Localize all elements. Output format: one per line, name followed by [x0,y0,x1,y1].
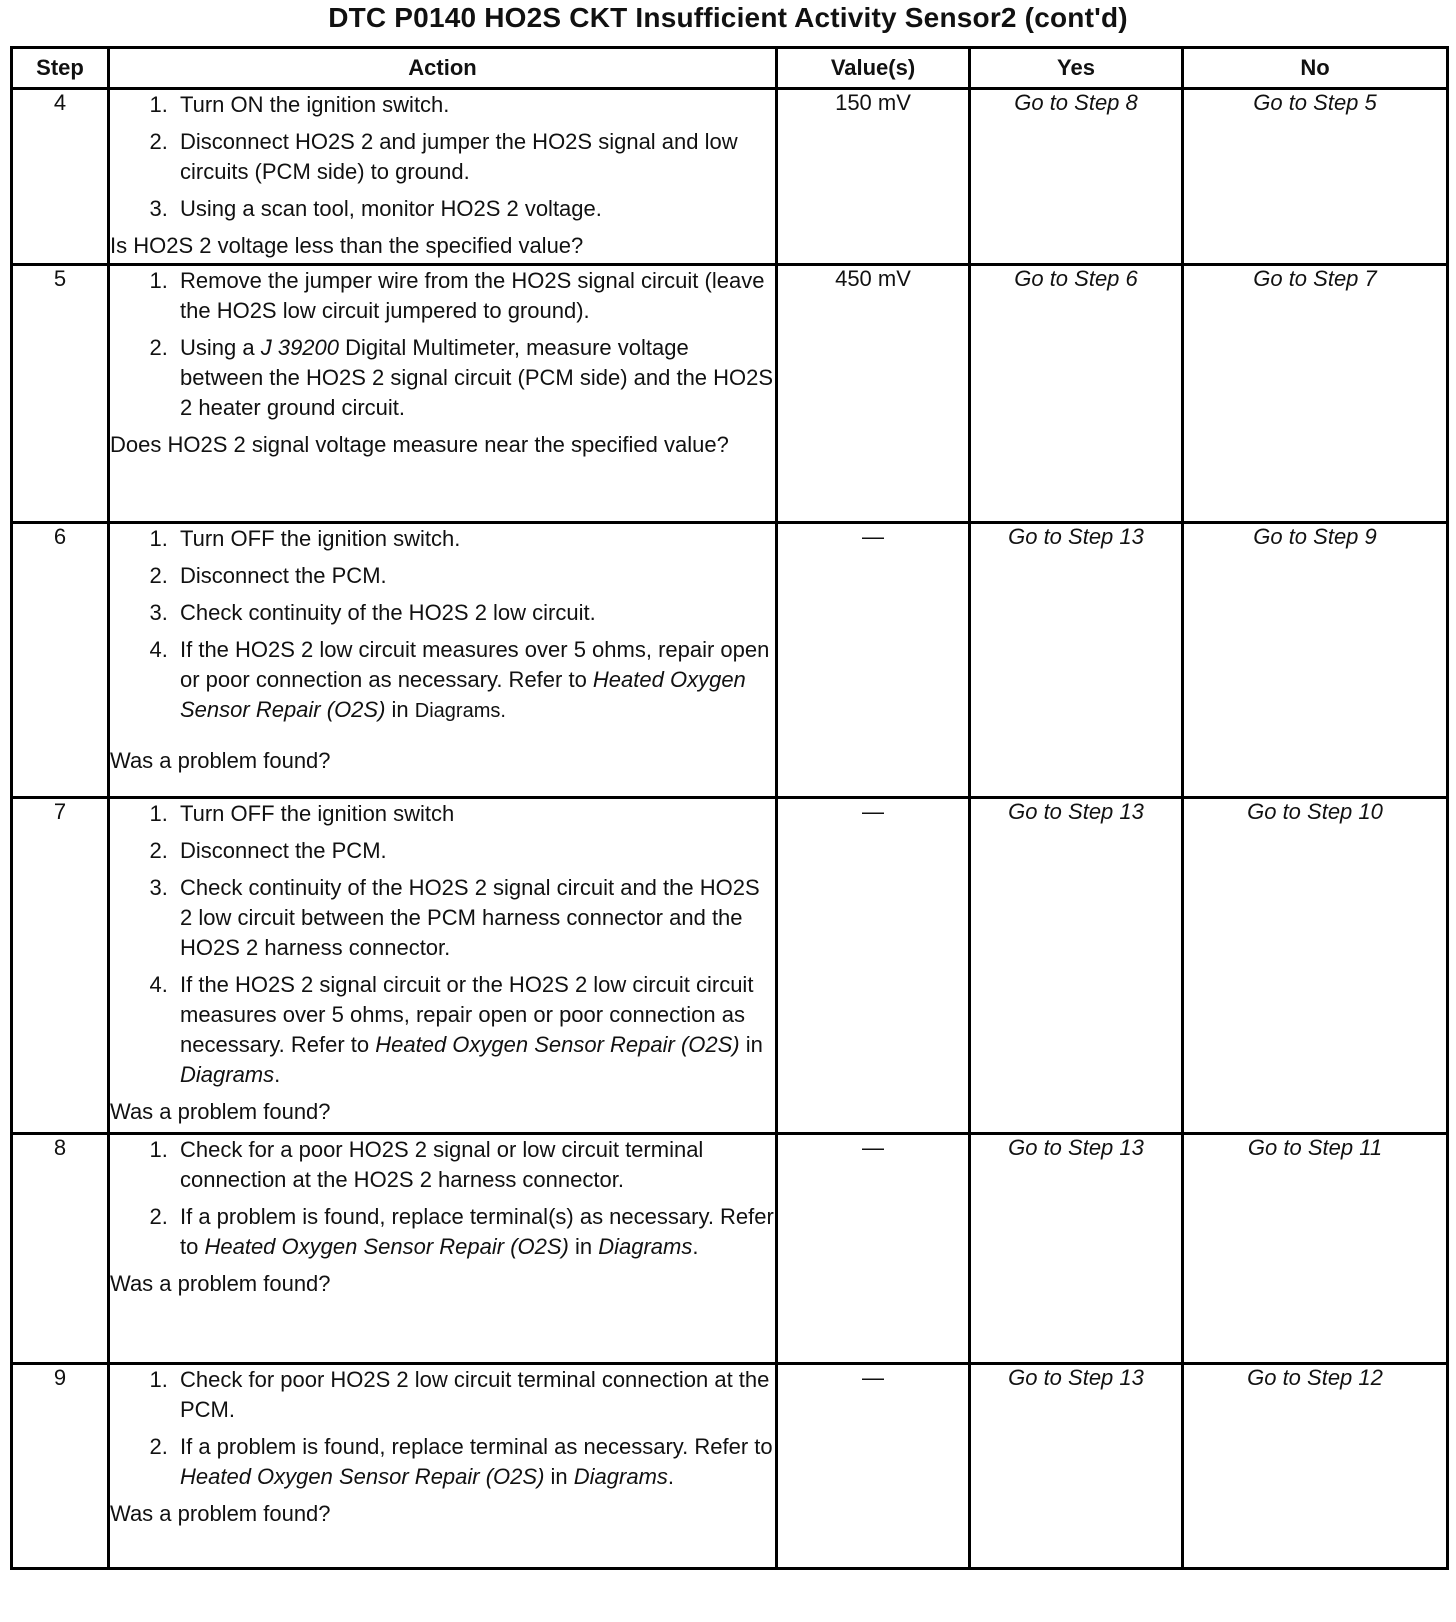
action-cell [109,89,777,265]
step-number: 7 [12,798,109,1134]
action-list [110,1365,775,1492]
list-item: 3. Check continuity of the HO2S 2 low circuit. [174,598,775,628]
reference: J 39200 [260,335,340,360]
value-cell: — [777,1134,970,1364]
step-number: 8 [12,1134,109,1364]
value-cell: — [777,523,970,798]
question: Is HO2S 2 voltage less than the specified value? [110,233,584,258]
reference: Diagrams [598,1234,693,1259]
action-list [110,1135,775,1262]
yes-cell: Go to Step 13 [970,523,1183,798]
list-item: 1. Turn OFF the ignition switch [174,799,775,829]
table-row [12,798,1448,1134]
yes-cell: Go to Step 6 [970,265,1183,523]
value-cell: 450 mV [777,265,970,523]
step-number: 6 [12,523,109,798]
page-title: DTC P0140 HO2S CKT Insufficient Activity Sensor2 (cont'd) [328,2,1128,33]
action-cell [109,1364,777,1569]
step-number: 4 [12,89,109,265]
reference: Heated Oxygen Sensor Repair (O2S) [204,1234,569,1259]
yes-cell: Go to Step 8 [970,89,1183,265]
question: Was a problem found? [110,1099,331,1124]
yes-cell: Go to Step 13 [970,1364,1183,1569]
list-item: 1. Check for poor HO2S 2 low circuit terminal connection at the PCM. [174,1365,775,1425]
list-item: 2. Using a J 39200 Digital Multimeter, measure voltage between the HO2S 2 signal circuit (PCM side) and the HO2S 2 heater ground circuit. [174,333,775,423]
action-list [110,799,775,1090]
list-item: 3. Check continuity of the HO2S 2 signal circuit and the HO2S 2 low circuit between the PCM harness connector and the HO2S 2 harness connector. [174,873,775,963]
list-item: 2. If a problem is found, replace terminal as necessary. Refer to Heated Oxygen Sensor Repair (O2S) in Diagrams. [174,1432,775,1492]
reference: Heated Oxygen Sensor Repair (O2S) [180,1464,545,1489]
action-list [110,266,775,423]
header-yes: Yes [970,48,1183,89]
list-item: 4. If the HO2S 2 low circuit measures over 5 ohms, repair open or poor connection as necessary. Refer to Heated Oxygen Sensor Repair (O2S) in Diagrams. [174,635,775,726]
reference: Diagrams [180,1062,275,1087]
table-row [12,89,1448,265]
step-number: 9 [12,1364,109,1569]
value-cell: — [777,798,970,1134]
list-item: 2. Disconnect HO2S 2 and jumper the HO2S signal and low circuits (PCM side) to ground. [174,127,775,187]
question: Was a problem found? [110,748,331,773]
list-item: 2. Disconnect the PCM. [174,561,775,591]
action-cell [109,1134,777,1364]
header-values: Value(s) [777,48,970,89]
no-cell: Go to Step 12 [1183,1364,1448,1569]
action-cell [109,798,777,1134]
question: Was a problem found? [110,1501,331,1526]
header-no: No [1183,48,1448,89]
yes-cell: Go to Step 13 [970,798,1183,1134]
list-item: 2. Disconnect the PCM. [174,836,775,866]
header-action: Action [109,48,777,89]
no-cell: Go to Step 7 [1183,265,1448,523]
list-item: 1. Turn OFF the ignition switch. [174,524,775,554]
question: Does HO2S 2 signal voltage measure near the specified value? [110,432,729,457]
step-number: 5 [12,265,109,523]
value-cell: — [777,1364,970,1569]
reference: Heated Oxygen Sensor Repair (O2S) [180,667,746,722]
no-cell: Go to Step 10 [1183,798,1448,1134]
question: Was a problem found? [110,1271,331,1296]
no-cell: Go to Step 11 [1183,1134,1448,1364]
list-item: 1. Turn ON the ignition switch. [174,90,775,120]
table-row [12,1364,1448,1569]
list-item: 1. Check for a poor HO2S 2 signal or low circuit terminal connection at the HO2S 2 harness connector. [174,1135,775,1195]
action-list [110,524,775,726]
reference: Diagrams [573,1464,668,1489]
list-item: 4. If the HO2S 2 signal circuit or the HO2S 2 low circuit circuit measures over 5 ohms, repair open or poor connection as necessary. Refer to Heated Oxygen Sensor Repair (O2S) in Diagrams. [174,970,775,1090]
action-cell [109,523,777,798]
yes-cell: Go to Step 13 [970,1134,1183,1364]
table-row [12,1134,1448,1364]
table-row [12,265,1448,523]
list-item: 3. Using a scan tool, monitor HO2S 2 voltage. [174,194,775,224]
no-cell: Go to Step 9 [1183,523,1448,798]
list-item: 2. If a problem is found, replace terminal(s) as necessary. Refer to Heated Oxygen Sensor Repair (O2S) in Diagrams. [174,1202,775,1262]
table-row [12,523,1448,798]
list-item: 1. Remove the jumper wire from the HO2S signal circuit (leave the HO2S low circuit jumpered to ground). [174,266,775,326]
action-cell [109,265,777,523]
reference: Heated Oxygen Sensor Repair (O2S) [375,1032,740,1057]
no-cell: Go to Step 5 [1183,89,1448,265]
diagnostic-table [10,46,1449,1570]
header-step: Step [12,48,109,89]
header-row [12,48,1448,89]
value-cell: 150 mV [777,89,970,265]
action-list [110,90,775,224]
